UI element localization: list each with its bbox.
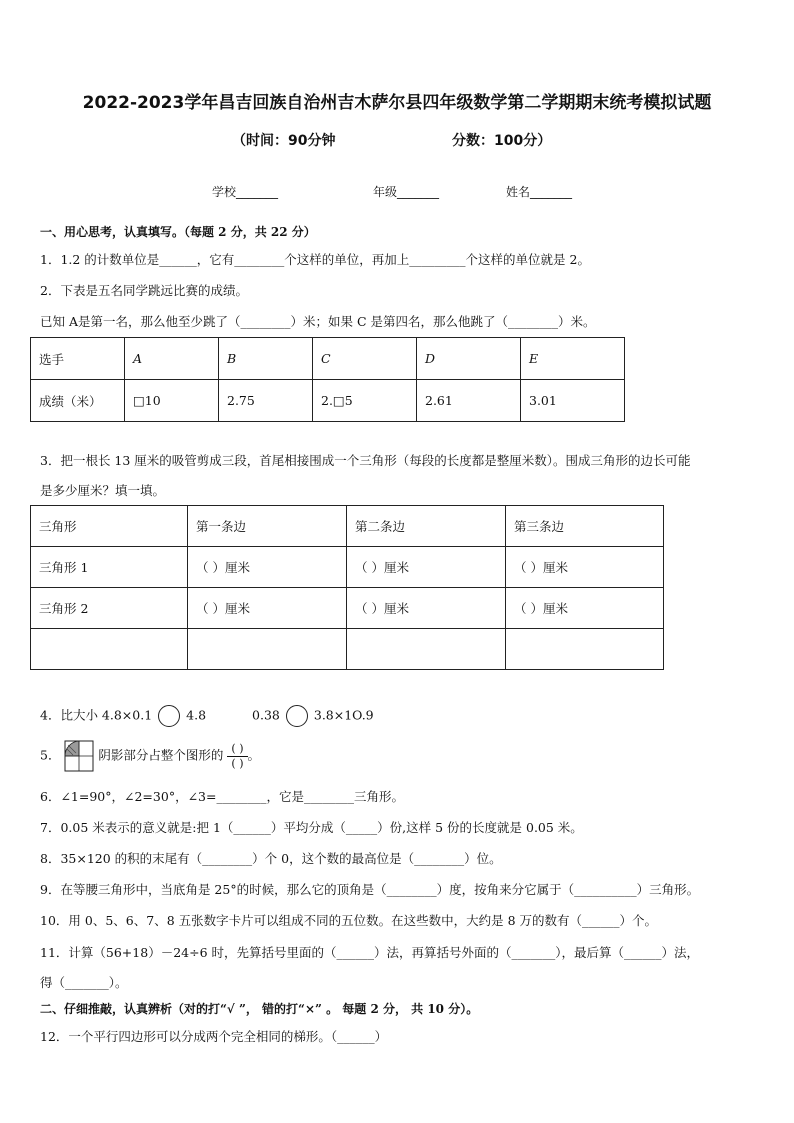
question-3-line-1: 3．把一根长 13 厘米的吸管剪成三段，首尾相接围成一个三角形（每段的长度都是整厘米数）。围成三角形的边长可能 bbox=[40, 453, 691, 468]
question-4-b: 0.38 bbox=[252, 707, 280, 723]
table-cell: 成绩（米） bbox=[31, 380, 125, 422]
table-cell: 第二条边 bbox=[347, 506, 506, 547]
page-title: 2022-2023学年昌吉回族自治州吉木萨尔县四年级数学第二学期期末统考模拟试题 bbox=[82, 93, 712, 113]
question-2-text: 已知 A是第一名，那么他至少跳了（________）米；如果 C 是第四名，那么他跳了（________）米。 bbox=[40, 314, 596, 329]
question-7: 7．0.05 米表示的意义就是:把 1（______）平均分成（_____）份,这样 5 份的长度就是 0.05 米。 bbox=[40, 820, 583, 835]
table-cell: 三角形 bbox=[31, 506, 188, 547]
fraction-numerator[interactable]: ( ) bbox=[227, 742, 247, 757]
fraction-denominator[interactable]: ( ) bbox=[231, 756, 244, 770]
table-row bbox=[31, 547, 664, 588]
table-row bbox=[31, 588, 664, 629]
section-1-heading: 一、用心思考，认真填写。（每题 2 分，共 22 分） bbox=[40, 225, 316, 239]
compare-circle-2[interactable] bbox=[286, 705, 308, 727]
triangle-table bbox=[30, 505, 664, 670]
question-4 bbox=[40, 705, 374, 727]
question-11-line-2: 得（_______）。 bbox=[40, 975, 128, 990]
table-cell[interactable]: （ ）厘米 bbox=[347, 588, 506, 629]
table-cell[interactable]: （ ）厘米 bbox=[506, 588, 664, 629]
question-4-c: 3.8×1O.9 bbox=[313, 707, 374, 723]
table-cell[interactable]: （ ）厘米 bbox=[506, 547, 664, 588]
table-cell: 三角形 1 bbox=[31, 547, 188, 588]
question-9: 9．在等腰三角形中，当底角是 25°的时候，那么它的顶角是（________）度，按角来分它属于（__________）三角形。 bbox=[40, 882, 700, 897]
question-8: 8．35×120 的积的末尾有（________）个 0，这个数的最高位是（________）位。 bbox=[40, 851, 502, 866]
table-cell: 三角形 2 bbox=[31, 588, 188, 629]
name-field[interactable]: 姓名_______ bbox=[506, 185, 573, 199]
table-row bbox=[31, 506, 664, 547]
table-cell: 2.61 bbox=[417, 380, 521, 422]
question-5-text: 阴影部分占整个图形的 bbox=[98, 747, 224, 763]
table-row bbox=[31, 338, 625, 380]
section-2-heading: 二、仔细推敲，认真辨析（对的打“√ ”， 错的打“×” 。 每题 2 分， 共 10 分）。 bbox=[40, 1002, 479, 1016]
question-5-prefix: 5． bbox=[40, 747, 61, 763]
question-10: 10．用 0、5、6、7、8 五张数字卡片可以组成不同的五位数。在这些数中，大约是 8 万的数有（______）个。 bbox=[40, 913, 658, 928]
question-3-line-2: 是多少厘米？填一填。 bbox=[40, 483, 166, 498]
score-label: 分数：100分） bbox=[452, 133, 552, 149]
table-cell[interactable] bbox=[31, 629, 188, 670]
table-cell: B bbox=[219, 338, 313, 380]
table-cell: E bbox=[521, 338, 625, 380]
table-cell: 2.75 bbox=[219, 380, 313, 422]
table-cell[interactable]: （ ）厘米 bbox=[188, 588, 347, 629]
time-label: （时间：90分钟 bbox=[232, 133, 336, 149]
table-cell[interactable] bbox=[188, 629, 347, 670]
table-cell: D bbox=[417, 338, 521, 380]
question-1: 1．1.2 的计数单位是______，它有________个这样的单位，再加上_________个这样的单位就是 2。 bbox=[40, 252, 590, 267]
question-4-a: 4.8 bbox=[186, 707, 207, 723]
question-4-prefix: 4．比大小 4.8×0.1 bbox=[40, 707, 153, 723]
shaded-figure-icon bbox=[64, 740, 94, 772]
table-cell: 2.□5 bbox=[313, 380, 417, 422]
table-cell: C bbox=[313, 338, 417, 380]
school-field[interactable]: 学校_______ bbox=[212, 185, 279, 199]
grade-field[interactable]: 年级_______ bbox=[373, 185, 440, 199]
table-cell[interactable] bbox=[347, 629, 506, 670]
question-12: 12．一个平行四边形可以分成两个完全相同的梯形。（______） bbox=[40, 1029, 388, 1044]
table-cell[interactable]: （ ）厘米 bbox=[347, 547, 506, 588]
long-jump-table bbox=[30, 337, 625, 422]
table-cell[interactable] bbox=[506, 629, 664, 670]
table-cell: 第三条边 bbox=[506, 506, 664, 547]
table-cell: 第一条边 bbox=[188, 506, 347, 547]
table-cell: 选手 bbox=[31, 338, 125, 380]
question-5 bbox=[40, 740, 260, 772]
fraction-answer[interactable] bbox=[227, 742, 247, 771]
compare-circle-1[interactable] bbox=[158, 705, 180, 727]
question-5-suffix: 。 bbox=[247, 747, 261, 763]
question-11-line-1: 11．计算（56+18）－24÷6 时，先算括号里面的（______）法，再算括号外面的（_______），最后算（______）法， bbox=[40, 945, 699, 960]
question-6: 6．∠1=90°，∠2=30°，∠3=________，它是________三角形。 bbox=[40, 789, 404, 804]
table-row bbox=[31, 380, 625, 422]
question-2-intro: 2．下表是五名同学跳远比赛的成绩。 bbox=[40, 283, 248, 298]
table-cell: 3.01 bbox=[521, 380, 625, 422]
table-cell: □10 bbox=[125, 380, 219, 422]
table-cell[interactable]: （ ）厘米 bbox=[188, 547, 347, 588]
table-row bbox=[31, 629, 664, 670]
table-cell: A bbox=[125, 338, 219, 380]
